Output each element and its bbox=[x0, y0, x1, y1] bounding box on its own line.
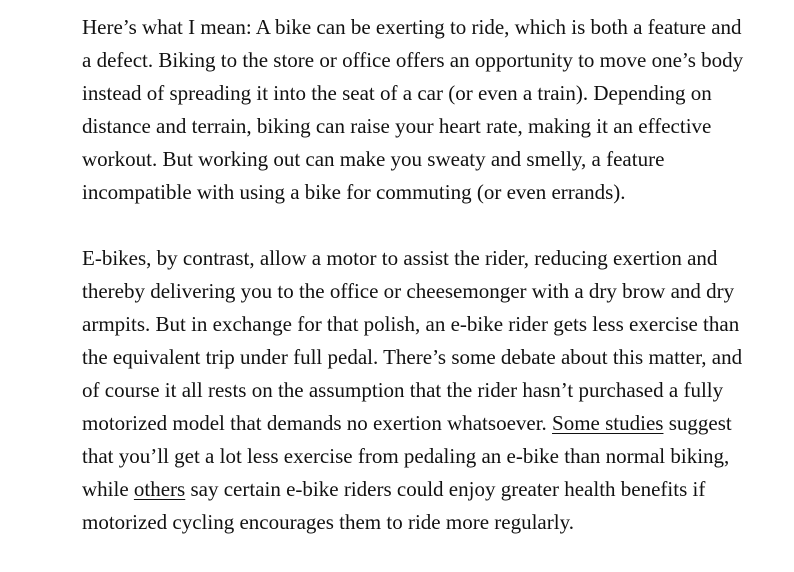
paragraph-ebikes-text-end: say certain e-bike riders could enjoy greater health benefits if motorized cycling encourages them to ride more regularly. bbox=[82, 477, 706, 534]
paragraph-ebikes-text-start: E-bikes, by contrast, allow a motor to assist the rider, reducing exertion and thereby delivering you to the office or cheesemonger with a dry brow and dry armpits. But in exchange for that polish, an e-bike rider gets less exercise than the equivalent trip under full pedal. There’s some debate about this matter, and of course it all rests on the assumption that the rider hasn’t purchased a fully motorized model that demands no exertion whatsoever. bbox=[82, 246, 743, 435]
paragraph-ebikes bbox=[82, 242, 752, 539]
paragraph-exertion bbox=[82, 11, 752, 209]
paragraph-ebikes-text-middle: suggest that you’ll get a lot less exercise from pedaling an e-bike than normal biking, while bbox=[82, 411, 732, 501]
some-studies-link[interactable]: Some studies bbox=[552, 411, 664, 435]
article-body bbox=[82, 11, 752, 572]
paragraph-exertion-text: Here’s what I mean: A bike can be exerting to ride, which is both a feature and a defect. Biking to the store or office offers an opportunity to move one’s body instead of spreading it into the seat of a car (or even a train). Depending on distance and terrain, biking can raise your heart rate, making it an effective workout. But working out can make you sweaty and smelly, a feature incompatible with using a bike for commuting (or even errands). bbox=[82, 15, 744, 204]
others-link[interactable]: others bbox=[133, 477, 186, 501]
